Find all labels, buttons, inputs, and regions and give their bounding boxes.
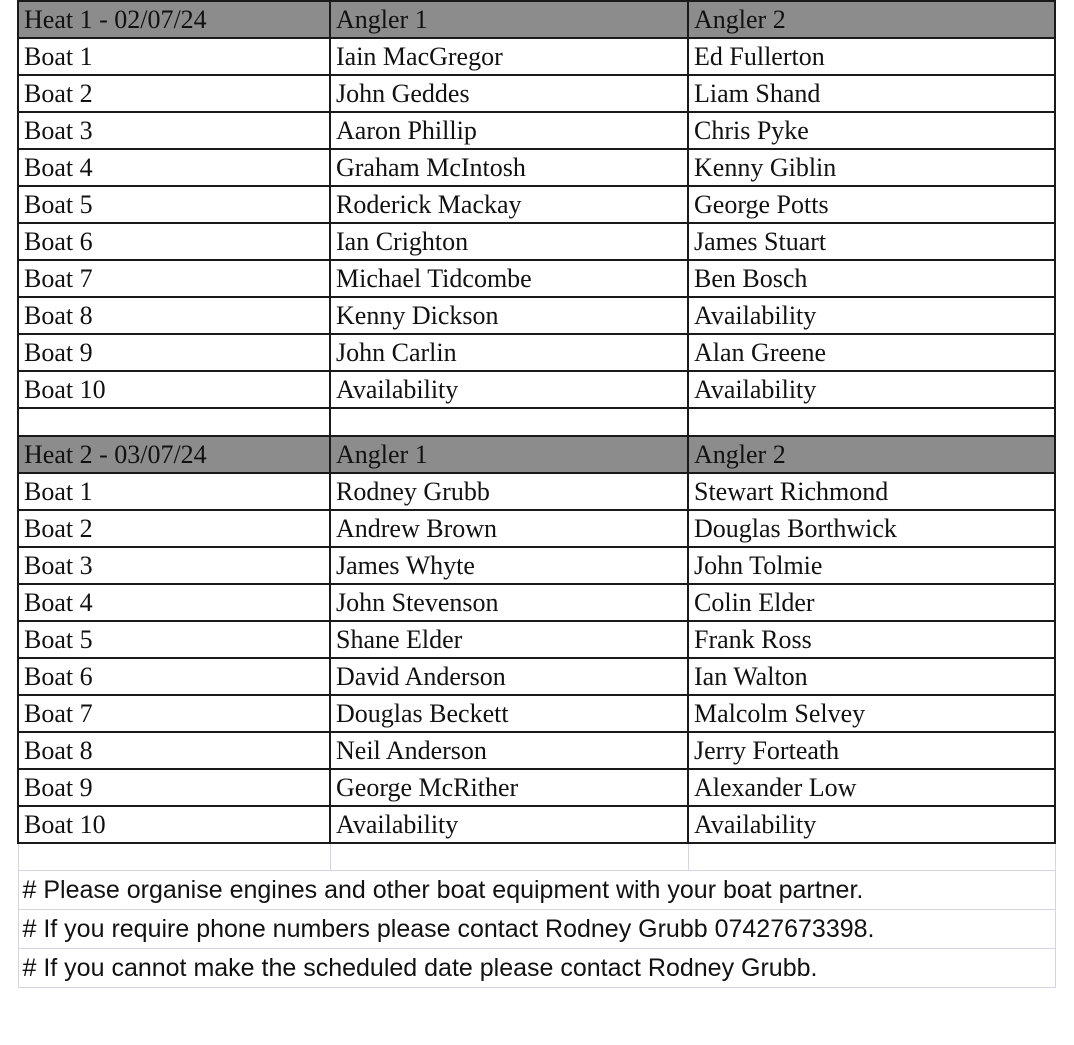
note-phone-numbers[interactable]: # If you require phone numbers please contact Rodney Grubb 07427673398.: [18, 910, 1055, 949]
boat-cell[interactable]: Boat 7: [18, 260, 330, 297]
spacer-row: [18, 408, 1055, 436]
table-row: [18, 371, 1055, 408]
angler2-cell[interactable]: Availability: [688, 371, 1055, 408]
table-row: [18, 186, 1055, 223]
table-row: [18, 149, 1055, 186]
angler1-cell[interactable]: John Geddes: [330, 75, 688, 112]
table-row: [18, 732, 1055, 769]
note-engines[interactable]: # Please organise engines and other boat equipment with your boat partner.: [18, 871, 1055, 910]
table-row: [18, 621, 1055, 658]
table-row: [18, 223, 1055, 260]
table-row: [18, 334, 1055, 371]
boat-cell[interactable]: Boat 9: [18, 334, 330, 371]
angler1-cell[interactable]: Ian Crighton: [330, 223, 688, 260]
angler2-cell[interactable]: Liam Shand: [688, 75, 1055, 112]
angler2-cell[interactable]: Chris Pyke: [688, 112, 1055, 149]
table-row: [18, 510, 1055, 547]
angler2-cell[interactable]: Alexander Low: [688, 769, 1055, 806]
angler2-cell[interactable]: Douglas Borthwick: [688, 510, 1055, 547]
boat-cell[interactable]: Boat 10: [18, 371, 330, 408]
angler1-cell[interactable]: Douglas Beckett: [330, 695, 688, 732]
heat2-title[interactable]: Heat 2 - 03/07/24: [18, 436, 330, 473]
angler2-cell[interactable]: Colin Elder: [688, 584, 1055, 621]
empty-cell[interactable]: [18, 843, 330, 871]
angler2-cell[interactable]: Availability: [688, 297, 1055, 334]
table-row: [18, 260, 1055, 297]
boat-cell[interactable]: Boat 3: [18, 112, 330, 149]
angler1-cell[interactable]: George McRither: [330, 769, 688, 806]
angler1-cell[interactable]: Kenny Dickson: [330, 297, 688, 334]
boat-cell[interactable]: Boat 2: [18, 510, 330, 547]
heat2-angler1-header[interactable]: Angler 1: [330, 436, 688, 473]
boat-cell[interactable]: Boat 2: [18, 75, 330, 112]
table-row: [18, 658, 1055, 695]
table-row: [18, 806, 1055, 843]
angler1-cell[interactable]: Availability: [330, 806, 688, 843]
note-row: [18, 949, 1055, 988]
angler1-cell[interactable]: John Stevenson: [330, 584, 688, 621]
angler2-cell[interactable]: John Tolmie: [688, 547, 1055, 584]
empty-cell[interactable]: [688, 408, 1055, 436]
blank-row: [18, 843, 1055, 871]
angler1-cell[interactable]: David Anderson: [330, 658, 688, 695]
heat1-angler2-header[interactable]: Angler 2: [688, 1, 1055, 38]
angler2-cell[interactable]: Kenny Giblin: [688, 149, 1055, 186]
angler2-cell[interactable]: Jerry Forteath: [688, 732, 1055, 769]
table-row: [18, 297, 1055, 334]
boat-cell[interactable]: Boat 8: [18, 732, 330, 769]
heat1-angler1-header[interactable]: Angler 1: [330, 1, 688, 38]
boat-cell[interactable]: Boat 5: [18, 621, 330, 658]
empty-cell[interactable]: [330, 843, 688, 871]
angler2-cell[interactable]: George Potts: [688, 186, 1055, 223]
angler1-cell[interactable]: James Whyte: [330, 547, 688, 584]
angler1-cell[interactable]: Roderick Mackay: [330, 186, 688, 223]
empty-cell[interactable]: [18, 408, 330, 436]
boat-cell[interactable]: Boat 6: [18, 658, 330, 695]
angler1-cell[interactable]: Andrew Brown: [330, 510, 688, 547]
angler2-cell[interactable]: Stewart Richmond: [688, 473, 1055, 510]
boat-cell[interactable]: Boat 10: [18, 806, 330, 843]
note-scheduled-date[interactable]: # If you cannot make the scheduled date please contact Rodney Grubb.: [18, 949, 1055, 988]
table-row: [18, 75, 1055, 112]
angler1-cell[interactable]: Aaron Phillip: [330, 112, 688, 149]
boat-cell[interactable]: Boat 5: [18, 186, 330, 223]
angler1-cell[interactable]: John Carlin: [330, 334, 688, 371]
heat1-header-row: [18, 1, 1055, 38]
angler1-cell[interactable]: Shane Elder: [330, 621, 688, 658]
angler1-cell[interactable]: Availability: [330, 371, 688, 408]
angler1-cell[interactable]: Rodney Grubb: [330, 473, 688, 510]
heat2-header-row: [18, 436, 1055, 473]
boat-cell[interactable]: Boat 8: [18, 297, 330, 334]
boat-cell[interactable]: Boat 1: [18, 38, 330, 75]
angler2-cell[interactable]: Ed Fullerton: [688, 38, 1055, 75]
angler2-cell[interactable]: James Stuart: [688, 223, 1055, 260]
heat1-title[interactable]: Heat 1 - 02/07/24: [18, 1, 330, 38]
empty-cell[interactable]: [330, 408, 688, 436]
angler1-cell[interactable]: Graham McIntosh: [330, 149, 688, 186]
boat-cell[interactable]: Boat 1: [18, 473, 330, 510]
note-row: [18, 910, 1055, 949]
angler2-cell[interactable]: Alan Greene: [688, 334, 1055, 371]
rota-table-body: [18, 1, 1055, 988]
angler2-cell[interactable]: Ben Bosch: [688, 260, 1055, 297]
table-row: [18, 769, 1055, 806]
angler2-cell[interactable]: Ian Walton: [688, 658, 1055, 695]
table-row: [18, 112, 1055, 149]
heat2-angler2-header[interactable]: Angler 2: [688, 436, 1055, 473]
angler1-cell[interactable]: Iain MacGregor: [330, 38, 688, 75]
angler2-cell[interactable]: Availability: [688, 806, 1055, 843]
table-row: [18, 38, 1055, 75]
boat-cell[interactable]: Boat 4: [18, 149, 330, 186]
rota-table: [17, 0, 1056, 988]
boat-cell[interactable]: Boat 4: [18, 584, 330, 621]
note-row: [18, 871, 1055, 910]
boat-cell[interactable]: Boat 6: [18, 223, 330, 260]
angler2-cell[interactable]: Frank Ross: [688, 621, 1055, 658]
angler1-cell[interactable]: Michael Tidcombe: [330, 260, 688, 297]
table-row: [18, 473, 1055, 510]
boat-cell[interactable]: Boat 7: [18, 695, 330, 732]
table-row: [18, 584, 1055, 621]
table-row: [18, 547, 1055, 584]
boat-cell[interactable]: Boat 3: [18, 547, 330, 584]
angler1-cell[interactable]: Neil Anderson: [330, 732, 688, 769]
empty-cell[interactable]: [688, 843, 1055, 871]
fishing-rota-sheet: [17, 0, 1054, 988]
table-row: [18, 695, 1055, 732]
angler2-cell[interactable]: Malcolm Selvey: [688, 695, 1055, 732]
boat-cell[interactable]: Boat 9: [18, 769, 330, 806]
